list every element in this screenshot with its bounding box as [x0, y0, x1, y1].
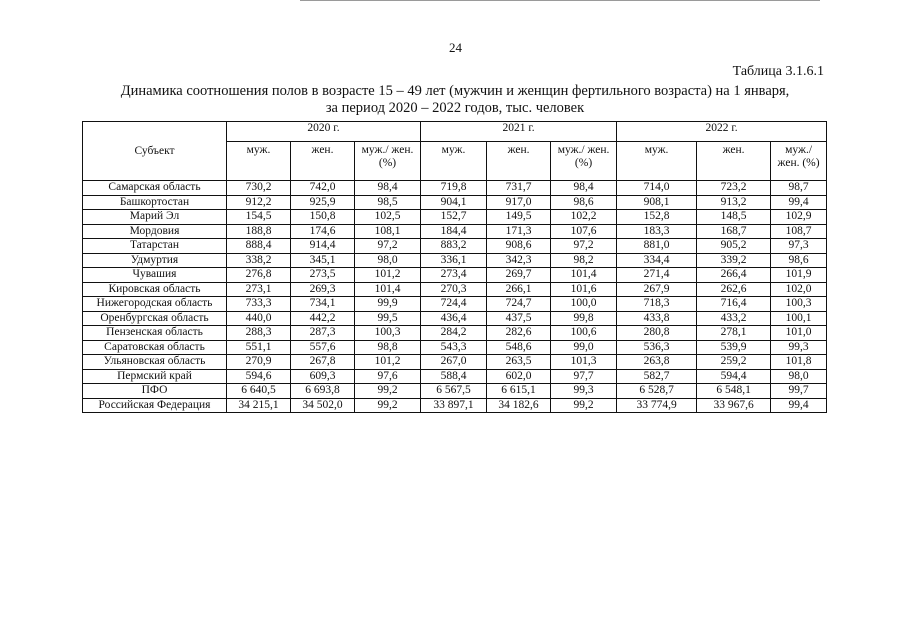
table-row: [83, 181, 827, 196]
row-value: 602,0: [487, 369, 551, 384]
row-subject: Саратовская область: [83, 340, 227, 355]
row-value: 99,2: [551, 398, 617, 413]
table-title-line-2: за период 2020 – 2022 годов, тыс. человек: [325, 100, 585, 116]
row-value: 6 567,5: [421, 384, 487, 399]
row-subject: Пензенская область: [83, 326, 227, 341]
row-value: 98,0: [355, 253, 421, 268]
row-value: 913,2: [697, 195, 771, 210]
header-ratio: муж./ жен. (%): [771, 142, 827, 181]
row-value: 100,1: [771, 311, 827, 326]
row-value: 908,1: [617, 195, 697, 210]
row-value: 269,7: [487, 268, 551, 283]
row-value: 284,2: [421, 326, 487, 341]
row-value: 336,1: [421, 253, 487, 268]
row-value: 98,7: [771, 181, 827, 196]
row-value: 730,2: [227, 181, 291, 196]
page-number: 24: [449, 40, 462, 55]
row-value: 724,4: [421, 297, 487, 312]
header-men: муж.: [421, 142, 487, 181]
row-value: 171,3: [487, 224, 551, 239]
row-value: 148,5: [697, 210, 771, 225]
row-value: 34 215,1: [227, 398, 291, 413]
row-value: 6 548,1: [697, 384, 771, 399]
row-value: 276,8: [227, 268, 291, 283]
row-value: 100,6: [551, 326, 617, 341]
row-value: 270,3: [421, 282, 487, 297]
row-value: 99,3: [551, 384, 617, 399]
row-value: 266,1: [487, 282, 551, 297]
row-value: 98,4: [355, 181, 421, 196]
row-value: 99,2: [355, 398, 421, 413]
table-title: [60, 83, 850, 117]
row-value: 917,0: [487, 195, 551, 210]
row-value: 101,3: [551, 355, 617, 370]
row-value: 100,0: [551, 297, 617, 312]
row-value: 731,7: [487, 181, 551, 196]
table-row: [83, 253, 827, 268]
row-value: 267,9: [617, 282, 697, 297]
row-value: 174,6: [291, 224, 355, 239]
row-value: 588,4: [421, 369, 487, 384]
row-value: 436,4: [421, 311, 487, 326]
row-value: 536,3: [617, 340, 697, 355]
table-row: [83, 239, 827, 254]
row-value: 582,7: [617, 369, 697, 384]
row-value: 102,5: [355, 210, 421, 225]
row-value: 437,5: [487, 311, 551, 326]
table-row: [83, 369, 827, 384]
row-value: 278,1: [697, 326, 771, 341]
row-subject: Татарстан: [83, 239, 227, 254]
table-row: [83, 268, 827, 283]
row-value: 98,6: [771, 253, 827, 268]
row-value: 714,0: [617, 181, 697, 196]
row-value: 101,2: [355, 268, 421, 283]
row-value: 266,4: [697, 268, 771, 283]
row-value: 342,3: [487, 253, 551, 268]
row-value: 152,8: [617, 210, 697, 225]
table-row: [83, 210, 827, 225]
row-value: 282,6: [487, 326, 551, 341]
row-value: 97,2: [551, 239, 617, 254]
row-value: 433,2: [697, 311, 771, 326]
row-value: 543,3: [421, 340, 487, 355]
row-value: 724,7: [487, 297, 551, 312]
row-subject: Нижегородская область: [83, 297, 227, 312]
row-value: 6 640,5: [227, 384, 291, 399]
row-value: 107,6: [551, 224, 617, 239]
row-value: 914,4: [291, 239, 355, 254]
row-value: 609,3: [291, 369, 355, 384]
row-value: 734,1: [291, 297, 355, 312]
row-value: 149,5: [487, 210, 551, 225]
row-value: 154,5: [227, 210, 291, 225]
header-year-2021: 2021 г.: [421, 122, 617, 142]
row-value: 334,4: [617, 253, 697, 268]
row-value: 271,4: [617, 268, 697, 283]
row-value: 98,6: [551, 195, 617, 210]
row-value: 259,2: [697, 355, 771, 370]
row-value: 99,5: [355, 311, 421, 326]
table-row: [83, 340, 827, 355]
header-ratio: муж./ жен. (%): [551, 142, 617, 181]
row-value: 98,8: [355, 340, 421, 355]
top-rule: [300, 0, 820, 1]
row-subject: Удмуртия: [83, 253, 227, 268]
row-value: 345,1: [291, 253, 355, 268]
row-value: 101,0: [771, 326, 827, 341]
table-row: [83, 355, 827, 370]
row-value: 99,4: [771, 398, 827, 413]
row-value: 100,3: [771, 297, 827, 312]
row-subject: Ульяновская область: [83, 355, 227, 370]
row-value: 6 615,1: [487, 384, 551, 399]
row-subject: Мордовия: [83, 224, 227, 239]
row-value: 267,0: [421, 355, 487, 370]
row-value: 273,1: [227, 282, 291, 297]
row-value: 97,2: [355, 239, 421, 254]
data-table: [82, 121, 827, 413]
row-value: 102,2: [551, 210, 617, 225]
row-value: 98,4: [551, 181, 617, 196]
row-value: 273,5: [291, 268, 355, 283]
row-value: 548,6: [487, 340, 551, 355]
row-value: 183,3: [617, 224, 697, 239]
row-subject: Пермский край: [83, 369, 227, 384]
row-value: 98,0: [771, 369, 827, 384]
header-women: жен.: [291, 142, 355, 181]
row-subject: Марий Эл: [83, 210, 227, 225]
row-value: 34 182,6: [487, 398, 551, 413]
row-value: 557,6: [291, 340, 355, 355]
row-value: 716,4: [697, 297, 771, 312]
row-value: 99,7: [771, 384, 827, 399]
row-value: 908,6: [487, 239, 551, 254]
row-value: 108,1: [355, 224, 421, 239]
row-value: 99,4: [771, 195, 827, 210]
header-year-2022: 2022 г.: [617, 122, 827, 142]
row-value: 108,7: [771, 224, 827, 239]
row-value: 339,2: [697, 253, 771, 268]
row-value: 280,8: [617, 326, 697, 341]
row-value: 33 897,1: [421, 398, 487, 413]
row-subject: ПФО: [83, 384, 227, 399]
row-value: 34 502,0: [291, 398, 355, 413]
row-value: 99,0: [551, 340, 617, 355]
row-value: 270,9: [227, 355, 291, 370]
table-row: [83, 297, 827, 312]
row-value: 33 774,9: [617, 398, 697, 413]
header-women: жен.: [697, 142, 771, 181]
row-value: 719,8: [421, 181, 487, 196]
row-value: 99,3: [771, 340, 827, 355]
table-row: [83, 398, 827, 413]
row-value: 97,3: [771, 239, 827, 254]
row-value: 101,4: [355, 282, 421, 297]
row-value: 102,0: [771, 282, 827, 297]
row-value: 263,8: [617, 355, 697, 370]
row-value: 905,2: [697, 239, 771, 254]
row-value: 99,8: [551, 311, 617, 326]
row-value: 433,8: [617, 311, 697, 326]
table-row: [83, 282, 827, 297]
header-ratio: муж./ жен. (%): [355, 142, 421, 181]
row-value: 188,8: [227, 224, 291, 239]
row-subject: Кировская область: [83, 282, 227, 297]
row-value: 168,7: [697, 224, 771, 239]
header-year-2020: 2020 г.: [227, 122, 421, 142]
row-value: 101,6: [551, 282, 617, 297]
row-value: 440,0: [227, 311, 291, 326]
table-row: [83, 311, 827, 326]
table-number: Таблица 3.1.6.1: [732, 64, 824, 79]
row-value: 733,3: [227, 297, 291, 312]
row-value: 287,3: [291, 326, 355, 341]
row-value: 551,1: [227, 340, 291, 355]
row-subject: Самарская область: [83, 181, 227, 196]
row-value: 184,4: [421, 224, 487, 239]
row-value: 267,8: [291, 355, 355, 370]
row-value: 594,6: [227, 369, 291, 384]
row-value: 904,1: [421, 195, 487, 210]
row-value: 442,2: [291, 311, 355, 326]
row-value: 263,5: [487, 355, 551, 370]
row-value: 925,9: [291, 195, 355, 210]
row-value: 718,3: [617, 297, 697, 312]
row-subject: Башкортостан: [83, 195, 227, 210]
row-value: 539,9: [697, 340, 771, 355]
row-value: 99,2: [355, 384, 421, 399]
table-title-line-1: Динамика соотношения полов в возрасте 15 – 49 лет (мужчин и женщин фертильного возраста) на 1 января,: [120, 83, 790, 99]
header-subject: Субъект: [83, 122, 227, 181]
row-value: 101,8: [771, 355, 827, 370]
row-value: 6 528,7: [617, 384, 697, 399]
row-value: 98,2: [551, 253, 617, 268]
header-women: жен.: [487, 142, 551, 181]
row-value: 262,6: [697, 282, 771, 297]
table-row: [83, 326, 827, 341]
row-value: 99,9: [355, 297, 421, 312]
table-body: [83, 181, 827, 413]
row-value: 150,8: [291, 210, 355, 225]
row-value: 33 967,6: [697, 398, 771, 413]
table-row: [83, 224, 827, 239]
header-men: муж.: [617, 142, 697, 181]
row-value: 101,4: [551, 268, 617, 283]
row-value: 101,9: [771, 268, 827, 283]
row-value: 723,2: [697, 181, 771, 196]
row-value: 97,6: [355, 369, 421, 384]
row-value: 273,4: [421, 268, 487, 283]
row-value: 152,7: [421, 210, 487, 225]
row-subject: Чувашия: [83, 268, 227, 283]
row-value: 594,4: [697, 369, 771, 384]
row-value: 288,3: [227, 326, 291, 341]
row-value: 888,4: [227, 239, 291, 254]
table-row: [83, 195, 827, 210]
row-value: 881,0: [617, 239, 697, 254]
row-value: 101,2: [355, 355, 421, 370]
row-value: 883,2: [421, 239, 487, 254]
row-value: 100,3: [355, 326, 421, 341]
row-value: 269,3: [291, 282, 355, 297]
row-subject: Российская Федерация: [83, 398, 227, 413]
header-row-years: [83, 122, 827, 142]
header-men: муж.: [227, 142, 291, 181]
row-value: 6 693,8: [291, 384, 355, 399]
row-value: 98,5: [355, 195, 421, 210]
row-value: 97,7: [551, 369, 617, 384]
row-value: 912,2: [227, 195, 291, 210]
table-row: [83, 384, 827, 399]
row-value: 742,0: [291, 181, 355, 196]
row-value: 102,9: [771, 210, 827, 225]
row-value: 338,2: [227, 253, 291, 268]
row-subject: Оренбургская область: [83, 311, 227, 326]
